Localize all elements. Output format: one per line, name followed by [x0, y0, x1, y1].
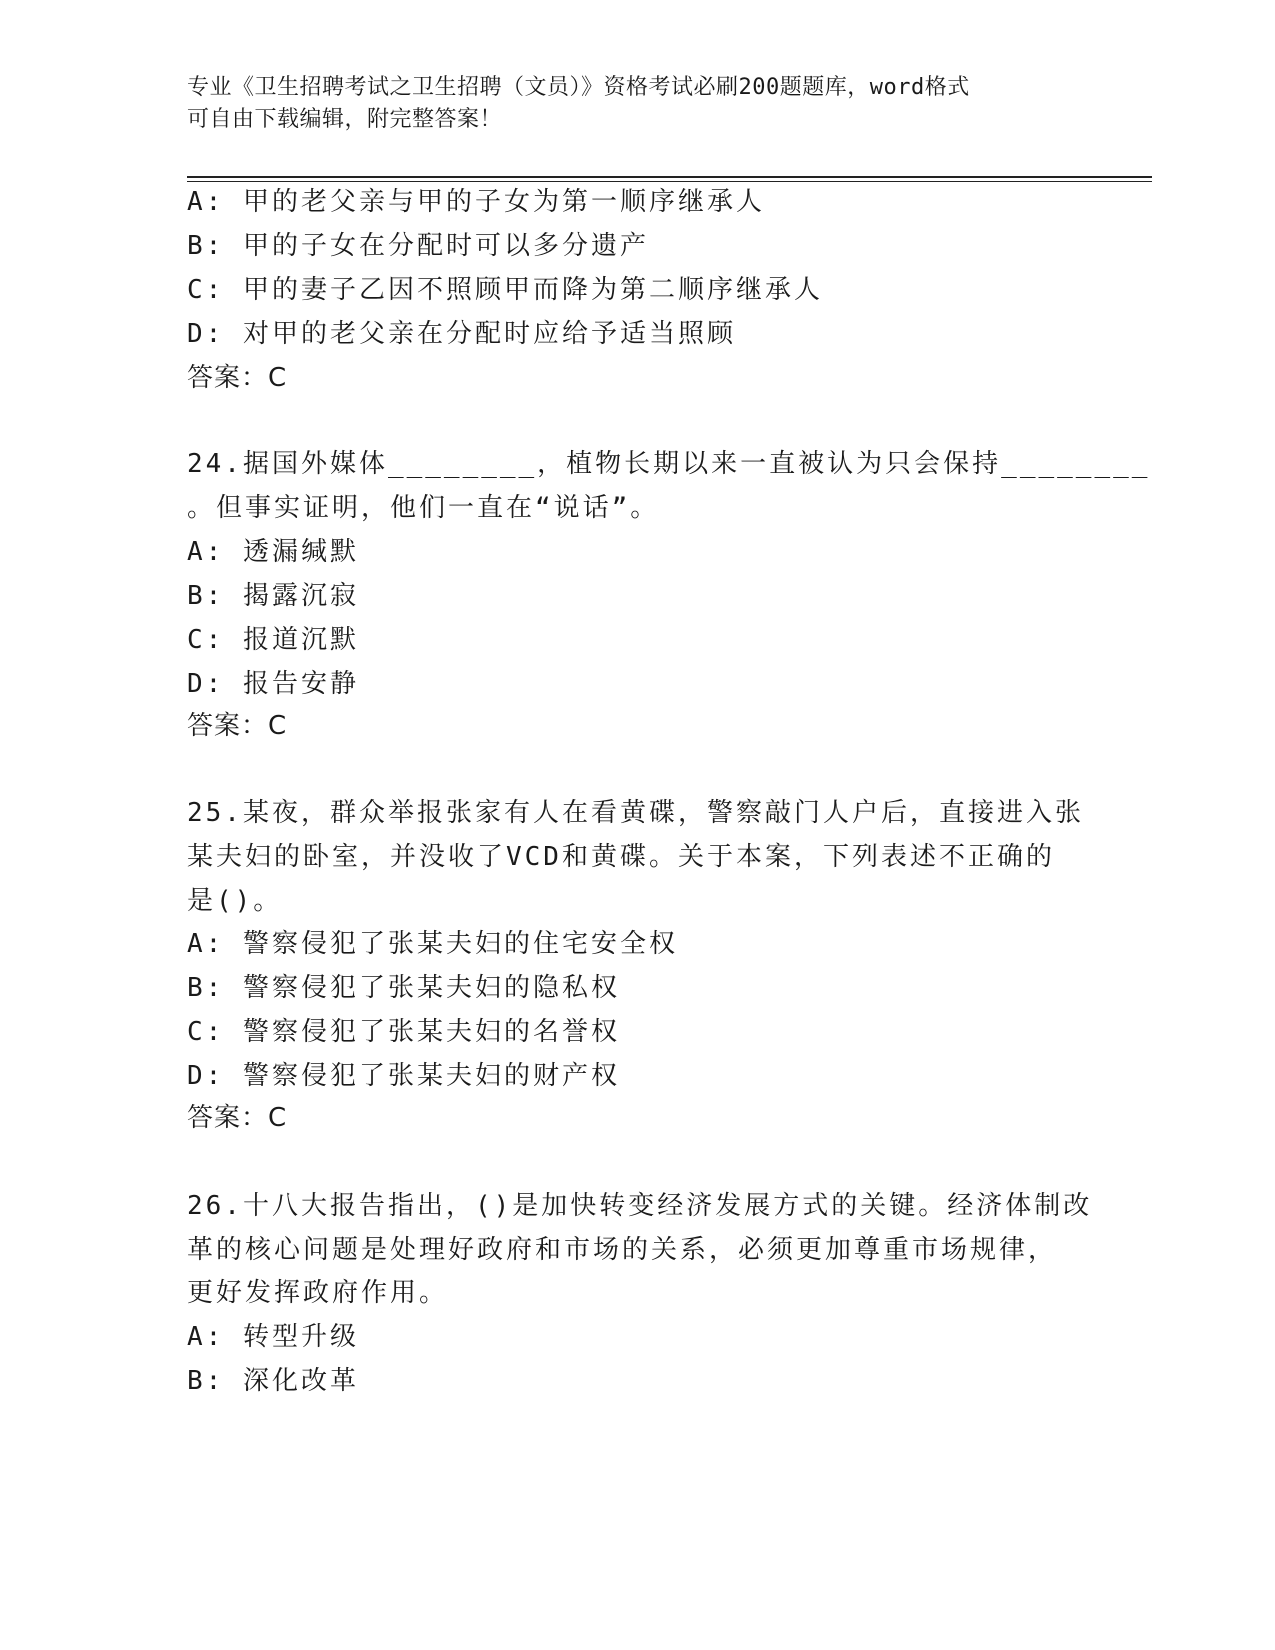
header-divider-thick — [187, 176, 1152, 178]
page-header — [187, 72, 1067, 136]
q25-option-a: A: 警察侵犯了张某夫妇的住宅安全权 — [187, 929, 678, 959]
q25-option-d: D: 警察侵犯了张某夫妇的财产权 — [187, 1061, 620, 1091]
q24-option-b: B: 揭露沉寂 — [187, 581, 359, 611]
q23-answer: 答案：C — [187, 363, 288, 393]
q23-option-d: D: 对甲的老父亲在分配时应给予适当照顾 — [187, 319, 736, 349]
q24-answer: 答案：C — [187, 711, 288, 741]
q25-answer: 答案：C — [187, 1103, 288, 1133]
header-title-line-1: 专业《卫生招聘考试之卫生招聘（文员）》资格考试必刷200题题库，word格式 — [187, 75, 970, 100]
q25-stem-line-2: 某夫妇的卧室，并没收了VCD和黄碟。关于本案，下列表述不正确的 — [187, 842, 1055, 872]
q24-option-a: A: 透漏缄默 — [187, 537, 359, 567]
header-divider-thin — [187, 181, 1152, 182]
q26-option-b: B: 深化改革 — [187, 1366, 359, 1396]
q26-stem-line-1: 26.十八大报告指出，()是加快转变经济发展方式的关键。经济体制改 — [187, 1191, 1093, 1221]
q24-stem-line-2: 。但事实证明，他们一直在“说话”。 — [187, 493, 660, 523]
q25-stem-line-3: 是()。 — [187, 886, 283, 916]
q26-option-a: A: 转型升级 — [187, 1322, 359, 1352]
q24-option-d: D: 报告安静 — [187, 669, 359, 699]
q23-option-a: A: 甲的老父亲与甲的子女为第一顺序继承人 — [187, 187, 765, 217]
q23-option-c: C: 甲的妻子乙因不照顾甲而降为第二顺序继承人 — [187, 275, 823, 305]
q26-stem-line-3: 更好发挥政府作用。 — [187, 1278, 449, 1308]
q25-option-b: B: 警察侵犯了张某夫妇的隐私权 — [187, 973, 620, 1003]
header-title-line-2: 可自由下载编辑，附完整答案！ — [187, 107, 503, 132]
q23-option-b: B: 甲的子女在分配时可以多分遗产 — [187, 231, 649, 261]
q25-stem-line-1: 25.某夜，群众举报张家有人在看黄碟，警察敲门人户后，直接进入张 — [187, 798, 1084, 828]
q26-stem-line-2: 革的核心问题是处理好政府和市场的关系，必须更加尊重市场规律， — [187, 1235, 1058, 1265]
q24-option-c: C: 报道沉默 — [187, 625, 359, 655]
q25-option-c: C: 警察侵犯了张某夫妇的名誉权 — [187, 1017, 620, 1047]
q24-stem-line-1: 24.据国外媒体________，植物长期以来一直被认为只会保持________ — [187, 449, 1151, 479]
